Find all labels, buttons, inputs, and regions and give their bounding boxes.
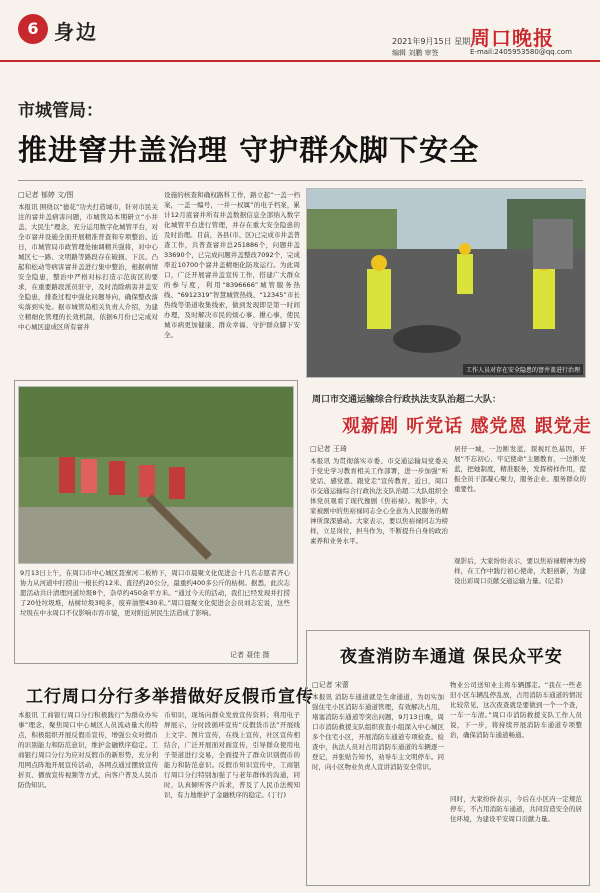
tax-headline: 工行周口分行多举措做好反假币宣传 <box>26 687 314 707</box>
lead-photo-caption: 工作人员对存在安全隐患的窨井盖进行治理 <box>463 364 583 375</box>
lead-col-2: 设施的核查和确权路科工作，路立起“一盖一档案，一盖一编号，一井一权属”的电子档案，累计12月底窨井所有井盖数据信息全部纳入数字化城管平台进行管理，并存在重大安全隐患的及时治理。目前，各县(市、区)已完成市井盖普查工作，共普查窨井总251886个，问题井盖33690个，已完成问题井盖整改7092个，完成率近10700个窨井盖精细化防攻运行。为此周口，广泛开展窨井盖宣传工作，搭建广大群众的参与度，利用“8396666”城管服务热线、“6912319”智慧城管热线、“12345”市长热线等渠道收集线索，做到发现即是第一时间办理，及时解决市民的烦心事、揪心事，使民城市病更加健康、群众幸福、守护群众脚下安全。 <box>164 191 300 339</box>
issue-date: 2021年9月15日 星期三 <box>392 37 479 46</box>
lead-headline: 推进窨井盖治理 守护群众脚下安全 <box>18 133 480 167</box>
fire-headline: 夜查消防车通道 保民众平安 <box>340 647 563 667</box>
editor-line: 编辑 刘鹏 审签 <box>392 49 439 57</box>
lead-byline: □记者 郁婷 文/图 <box>18 191 74 199</box>
traffic-kicker: 周口市交通运输综合行政执法支队治超二大队： <box>312 395 502 405</box>
river-byline: 记者 聂佳 摄 <box>230 651 270 659</box>
lead-col-1: 本报讯 围绕以“德花”功夫打造城市，针对市民关注的窨井盖病害问题，市城管局本期研立“小井盖、大民生”理念，充分运用数字化城管平台，对全市窨井设施全面开展精准普查和专项整治。近日，市城管局市政管理处抽调精兵强将，对中心城区七一路、文明路等路段存在破损、下沉、凸起和松动等病害窨井盖进行集中整治，根据病情安全隐患，整治中严格对标打造示范街区的要求，在重要路段派员驻守，及时消除病害井盖安全隐患，排查过程中强化问题导向，确保整改落实落到实处。据市城管局相关负责人介绍，为建立精细化管理的长效机制，依据6月份已完成对中心城区建成区所有窨井 <box>18 203 158 331</box>
lead-kicker: 市城管局： <box>18 101 103 121</box>
page-number-badge: 6 <box>18 14 48 44</box>
volunteers-river-photo <box>19 387 293 563</box>
river-caption: 9月13日上午，在周口市中心城区聂寨河二板桥下，周口市晨聚文化促进会十几名志愿者齐心协力从河道中打捞出一根长约12米、直径约20公分，最重约400多公斤的枯树。据悉，此次志愿活动共计清理河道垃圾8个，杂草约450余平方米。“通过今天的活动，我们已经发现并打捞了20处垃圾堆，枯树垃圾3吨多，废弃油塑430米。”周口晨聚文化促进会会员刘志宏说，这些垃圾在中水周口不仅影响市容市貌，更对附近居民生活造成了影响。 <box>20 569 290 617</box>
fire-col-1: 本报讯 消防车通道就是生命通道，为切实加强住宅小区消防车通道管理，有效解决占用、堵塞消防车通道等突出问题，9月13日晚，周口市消防救援支队组织夜查小组深入中心城区多个住宅小区，开展消防车通道专项检查。检查中，执法人员对占用消防车通道的车辆逐一登记，并张贴告知书，劝导车主文明停车。同时，向小区物业负责人宣讲消防安全常识。 <box>312 693 444 771</box>
lead-rule <box>18 180 583 181</box>
tax-col-2: 币知识，现场向群众发放宣传资料；利用电子屏展示，分时段循环宣传“反假货币法”开展线上文字、图片宣传，在线上宣传，社区宣传相结合，广泛开展面对面宣传，引导群众使用电子渠道进行交易，全面提升了群众识别假币的能力和防范意识。反假币知识宣传中，工商银行周口分行特别加强了与老年群体的沟通，同时，认真倾听客户诉求，普及了人民币法规知识，有力地维护了金融秩序的稳定。(丁行) <box>164 711 300 799</box>
section-title: 身边 <box>54 20 98 44</box>
traffic-col-1: 本报讯 为贯彻落实市委、市交通运输局党委关于党史学习教育相关工作部署，进一步加强“听党话、感党恩、跟党走”宣传教育，近日，周口市交通运输综合行政执法支队治超二大队组织全体党员观看了现代豫剧《焦裕禄》。观影中，大家被剧中的焦裕禄同志全心全意为人民服务的精神所深深感动。大家表示，要以焦裕禄同志为榜样，立足岗位，担当作为，不断提升自身的政治素养和业务水平。 <box>310 457 448 545</box>
fire-byline: □记者 宋蕾 <box>312 681 349 689</box>
lead-photo <box>306 188 586 378</box>
contact-email: E-mail:2405953580@qq.com <box>470 48 572 56</box>
fire-col-3: 同时，大家纷纷表示，今后在小区内一定规范停车，不占用消防车通道，共同营造安全的居住环境，为建设平安周口贡献力量。 <box>450 795 582 823</box>
tax-col-1: 本报讯 工商银行周口分行积极践行“为群众办实事”理念，聚焦周口中心城区人员流动量大的特点，积极组织开展反假币宣传，增强公众对假币的识别能力和防范意识，维护金融秩序稳定。工商银行周口分行为应对反假币的新形势，充分利用网点阵地开展宣传活动，各网点通过摆放宣传折页、播放宣传视频等方式，向客户普及人民币防伪知识。 <box>18 711 158 789</box>
fire-col-2: 物业公司送知业主将车辆挪走。“我在一些老旧小区车辆乱停乱放，占用消防车通道的情况比较常见，这次夜查就是要做到一个一个查，一车一车清。”周口市消防救援支队工作人员说，下一步，将持续开展消防车通道专项整治，确保消防车通道畅通。 <box>450 681 582 739</box>
river-cleanup-photo <box>18 386 294 564</box>
traffic-col-2: 居仔一城，一边断发蓝，探视红色基因，开展“不忘初心、牢记使命”主题教育，一边断发蓝，把她制度，精准服务，发挥榜样作用，提振全员干部凝心聚力，服务企业、服务群众的重要性。 <box>454 445 586 493</box>
header-rule <box>0 60 600 62</box>
traffic-col-3: 观影后，大家纷纷表示，要以焦裕禄精神为榜样，在工作中践行初心使命，大胆创新，为建设出彩周口贡献交通运输力量。(记者) <box>454 557 586 585</box>
newspaper-logo: 周口晚报 <box>470 26 554 50</box>
traffic-headline: 观新剧 听党话 感党恩 跟党走 <box>342 416 592 437</box>
traffic-byline: □记者 王琦 <box>310 445 347 453</box>
workers-repair-photo <box>307 189 585 377</box>
